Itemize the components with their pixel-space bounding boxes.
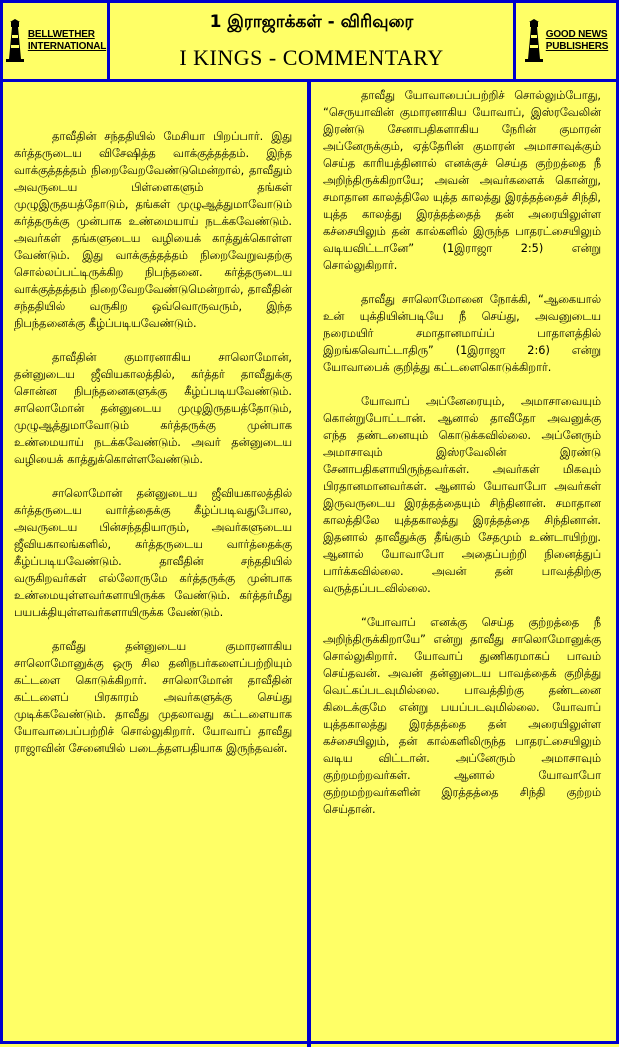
paragraph: “யோவாப் எனக்கு செய்த குற்றத்தை நீ அறிந்திருக்கிறாயே” என்று தாவீது சாலொமோனுக்கு சொல்லுகிறார். யோவாப் துணிகரமாகப் பாவம் செய்தவன். அவன் தன்னுடைய பாவத்தைக் குறித்து வெட்கப்படவுமில்லை. பாவத்திற்கு தண்டனை கிடைக்குமே என்று பயப்படவுமில்லை. யோவாப் யுத்தகாலத்து இரத்தத்தை தன் அரையிலுள்ள கச்சையிலும், தன் கால்களிலிருந்த பாதரட்சையிலும் வடிய விட்டான். அப்னேரும் அமாசாவும் குற்றமற்றவர்கள். ஆனால் யோவாபோ குற்றமற்றவர்களின் இரத்தத்தை சிந்தி குற்றம் செய்தான். — [323, 616, 601, 816]
paragraph: யோவாப் அப்னேரையும், அமாசாவையும் கொன்றுபோட்டான். ஆனால் தாவீதோ அவனுக்கு எந்த தண்டனையும் கொடுக்கவில்லை. அப்னேரும் அமாசாவும் இஸ்ரவேலின் இரண்டு சேனாபதிகளாயிருந்தவர்கள். அவர்கள் மிகவும் பிரதானமானவர்கள். ஆனால் யோவாபோ அவர்கள் இருவருடைய இரத்தத்தையும் சிந்தினான். சமாதான காலத்திலே யுத்தகாலத்து இரத்தத்தை சிந்தினான். இதனால் தாவீதுக்கு தீங்கும் சேதமும் உண்டாயிற்று. ஆனால் யோவாபோ அதைப்பற்றி நினைத்துப் பார்க்கவில்லை. அவன் தன் பாவத்திற்கு வருத்தப்படவில்லை. — [323, 395, 601, 595]
left-column — [14, 87, 292, 774]
paragraph: தாவீது சாலொமோனை நோக்கி, “ஆகையால் உன் யுக்தியின்படியே நீ செய்து, அவனுடைய நரைமயிர் சமாதானமாய்ப் பாதாளத்தில் இறங்கவொட்டாதிரு” (1இராஜா 2:6) என்று யோவாபைக் குறித்து கட்டளைகொடுக்கிறார். — [323, 293, 601, 374]
page-title-tamil: 1 இராஜாக்கள் - விரிவுரை — [209, 12, 414, 32]
right-logo-line2: PUBLISHERS — [545, 41, 609, 52]
paragraph: தாவீது தன்னுடைய குமாரனாகிய சாலொமோனுக்கு ஒரு சில தனிநபர்களைப்பற்றியும் கட்டளை கொடுக்கிறார். சாலொமோன் தாவீதின் கட்டளைப் பிரகாரம் அவர்களுக்கு செய்து முடிக்கவேண்டும். தாவீது முதலாவது கட்டளையாக யோவாபைப்பற்றிச் சொல்லுகிறார். யோவாப் தாவீது ராஜாவின் சேனையில் படைத்தளபதியாக இருந்தவன். — [14, 640, 292, 755]
paragraph: தாவீதின் சந்ததியில் மேசியா பிறப்பார். இது கர்த்தருடைய விசேஷித்த வாக்குத்தத்தம். இந்த வாக்குத்தத்தம் நிறைவேறவேண்டுமென்றால், தாவீதும் அவருடைய பிள்ளைகளும் தங்கள் முழுஇருதயத்தோடும், தங்கள் முழுஆத்துமாவோடும் கர்த்தருக்கு முன்பாக உண்மையாய் நடக்கவேண்டும். அவர்கள் தங்களுடைய வழியைக் காத்துக்கொள்ள வேண்டும். இது வாக்குத்தத்தம் நிறைவேறுவதற்கு சொல்லப்பட்டிருக்கிற நிபந்தனை. கர்த்தருடைய வாக்குத்தத்தம் நிறைவேறவேண்டுமென்றால், தாவீதின் சந்ததியில் வருகிற ஒவ்வொருவரும், இந்த நிபந்தனைக்கு கீழ்ப்படியவேண்டும். — [14, 130, 292, 330]
page-title-english: I KINGS - COMMENTARY — [179, 45, 444, 70]
lighthouse-icon — [524, 19, 544, 63]
page-header — [3, 3, 616, 82]
left-logo-line2: INTERNATIONAL — [27, 41, 107, 52]
paragraph: சாலொமோன் தன்னுடைய ஜீவியகாலத்தில் கர்த்தருடைய வார்த்தைக்கு கீழ்ப்படிவதுபோல, அவருடைய பின்சந்ததியாரும், அவர்களுடைய ஜீவியகாலங்களில், கர்த்தருடைய வார்த்தைக்கு கீழ்ப்படியவேண்டும். தாவீதின் சந்ததியில் வருகிறவர்கள் எல்லோருமே கர்த்தருக்கு முன்பாக உண்மையுள்ளவர்களாயிருக்க வேண்டும். கர்த்தர்மீது பயபக்தியுள்ளவர்களாயிருக்க வேண்டும். — [14, 487, 292, 619]
right-logo-line1: GOOD NEWS — [545, 29, 608, 40]
bellwether-logo — [3, 3, 110, 79]
lighthouse-icon — [4, 19, 26, 63]
paragraph: தாவீதின் குமாரனாகிய சாலொமோன், தன்னுடைய ஜீவியகாலத்தில், கர்த்தர் தாவீதுக்கு சொன்ன நிபந்தனைகளுக்கு கீழ்ப்படியவேண்டும். சாலொமோன் தன்னுடைய முழுஇருதயத்தோடும், முழுஆத்துமாவோடும் கர்த்தருக்கு முன்பாக உண்மையாய் நடக்கவேண்டும். அவர் தன்னுடைய வழியைக் காத்துக்கொள்ளவேண்டும். — [14, 351, 292, 466]
good-news-logo — [513, 3, 616, 79]
title-block — [110, 3, 513, 79]
column-divider — [307, 79, 311, 1047]
paragraph: தாவீது யோவாபைப்பற்றிச் சொல்லும்போது, “செருயாவின் குமாரனாகிய யோவாப், இஸ்ரவேலின் இரண்டு சேனாபதிகளாகிய நேரின் குமாரன் அப்னேருக்கும், ஏத்தேரின் குமாரன் அமாசாவுக்கும் செய்த காரியத்தினால் எனக்குச் செய்த குற்றத்தை நீ அறிந்திருக்கிறாயே; அவன் அவர்களைக் கொன்று, சமாதான காலத்திலே யுத்த காலத்து இரத்தத்தைச் சிந்தி, யுத்த காலத்து இரத்தத்தைத் தன் அரையிலுள்ள கச்சையிலும் தன் கால்களில் இருந்த பாதரட்சையிலும் வடியவிட்டானே” (1இராஜா 2:5) என்று சொல்லுகிறார். — [323, 89, 601, 272]
right-column — [323, 87, 601, 835]
left-logo-line1: BELLWETHER — [27, 29, 95, 40]
